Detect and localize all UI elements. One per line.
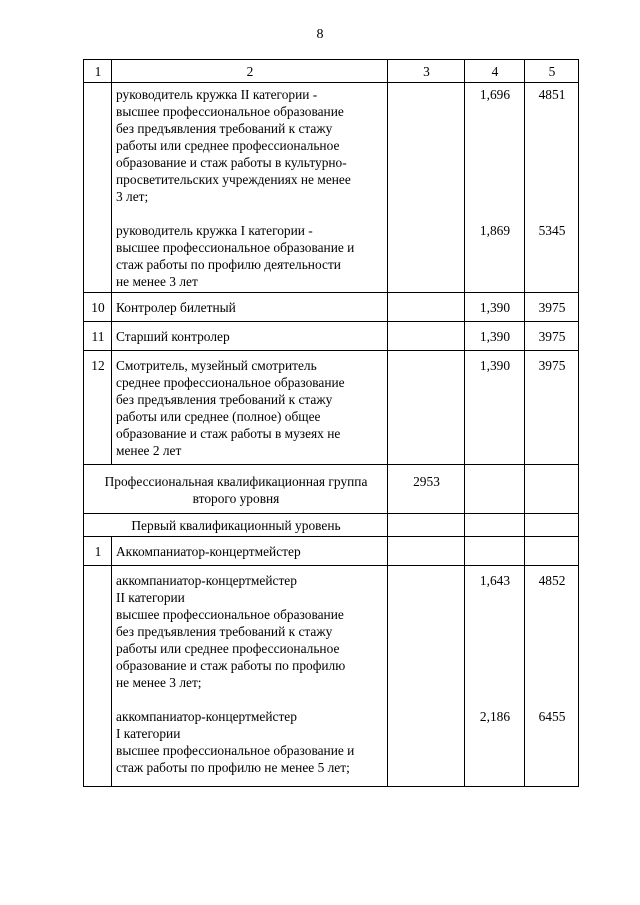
table-row: [84, 351, 579, 465]
row-number: 10: [84, 293, 112, 322]
level-row: [84, 514, 579, 537]
position-entry: Смотритель, музейный смотритель среднее профессиональное образование без предъявления требований к стажу работы или среднее (полное) общее образование и стаж работы в музеях не менее 2 лет: [116, 358, 345, 458]
salary-value: 5345: [538, 223, 566, 238]
salary-value: 3975: [525, 351, 579, 465]
table-row: [84, 293, 579, 322]
base-salary-cell: [388, 83, 465, 293]
table-row: [84, 537, 579, 566]
position-entry: руководитель кружка II категории - высшее профессиональное образование без предъявления требований к стажу работы или среднее профессиональное образование и стаж работы в культурно- просветительских учреждениях не менее 3 лет;: [116, 87, 351, 204]
header-col-2: 2: [112, 60, 388, 83]
coefficient-cell: [465, 537, 525, 566]
header-col-5: 5: [525, 60, 579, 83]
salary-value: 4852: [538, 573, 566, 588]
salary-cell: [525, 566, 579, 787]
table-row: [84, 322, 579, 351]
position-entry: аккомпаниатор-концертмейстер I категории высшее профессиональное образование и стаж работы по профилю не менее 5 лет;: [116, 709, 355, 775]
position-description: Старший контролер: [112, 322, 388, 351]
position-description: Аккомпаниатор-концертмейстер: [112, 537, 388, 566]
coefficient-cell: [465, 514, 525, 537]
coefficient-value: 1,696: [479, 87, 511, 102]
salary-cell: [525, 514, 579, 537]
position-entry: аккомпаниатор-концертмейстер II категории высшее профессиональное образование без предъявления требований к стажу работы или среднее профессиональное образование и стаж работы по профилю не менее 3 лет;: [116, 573, 346, 690]
page-number: 8: [316, 27, 324, 42]
coefficient-cell: [465, 566, 525, 787]
coefficient-value: 1,869: [479, 223, 511, 238]
header-col-1: 1: [84, 60, 112, 83]
position-description: [112, 351, 388, 465]
header-col-4: 4: [465, 60, 525, 83]
coefficient-value: 1,390: [465, 293, 525, 322]
salary-value: 4851: [538, 87, 566, 102]
header-col-3: 3: [388, 60, 465, 83]
row-number: [84, 83, 112, 293]
salary-cell: [525, 83, 579, 293]
base-salary-cell: [388, 537, 465, 566]
base-salary-cell: [388, 351, 465, 465]
group-base-salary: 2953: [388, 465, 465, 514]
coefficient-cell: [465, 83, 525, 293]
base-salary-cell: [388, 293, 465, 322]
coefficient-cell: [465, 465, 525, 514]
row-number: 1: [84, 537, 112, 566]
coefficient-value: 2,186: [479, 709, 511, 724]
salary-cell: [525, 465, 579, 514]
row-number: [84, 566, 112, 787]
qualification-table: [83, 59, 579, 787]
salary-value: 3975: [525, 322, 579, 351]
base-salary-cell: [388, 566, 465, 787]
base-salary-cell: [388, 514, 465, 537]
salary-cell: [525, 537, 579, 566]
table-row: [84, 83, 579, 293]
coefficient-value: 1,390: [465, 322, 525, 351]
level-title: Первый квалификационный уровень: [84, 514, 388, 537]
position-description: Контролер билетный: [112, 293, 388, 322]
row-number: 12: [84, 351, 112, 465]
coefficient-value: 1,643: [479, 573, 511, 588]
base-salary-cell: [388, 322, 465, 351]
row-number: 11: [84, 322, 112, 351]
table-row: [84, 566, 579, 787]
position-entry: руководитель кружка I категории - высшее профессиональное образование и стаж работы по профилю деятельности не менее 3 лет: [116, 223, 355, 289]
salary-value: 6455: [538, 709, 566, 724]
position-description: [112, 566, 388, 787]
position-description: [112, 83, 388, 293]
coefficient-value: 1,390: [465, 351, 525, 465]
salary-value: 3975: [525, 293, 579, 322]
header-row: [84, 60, 579, 83]
group-title: Профессиональная квалификационная группа второго уровня: [84, 465, 388, 514]
group-row: [84, 465, 579, 514]
